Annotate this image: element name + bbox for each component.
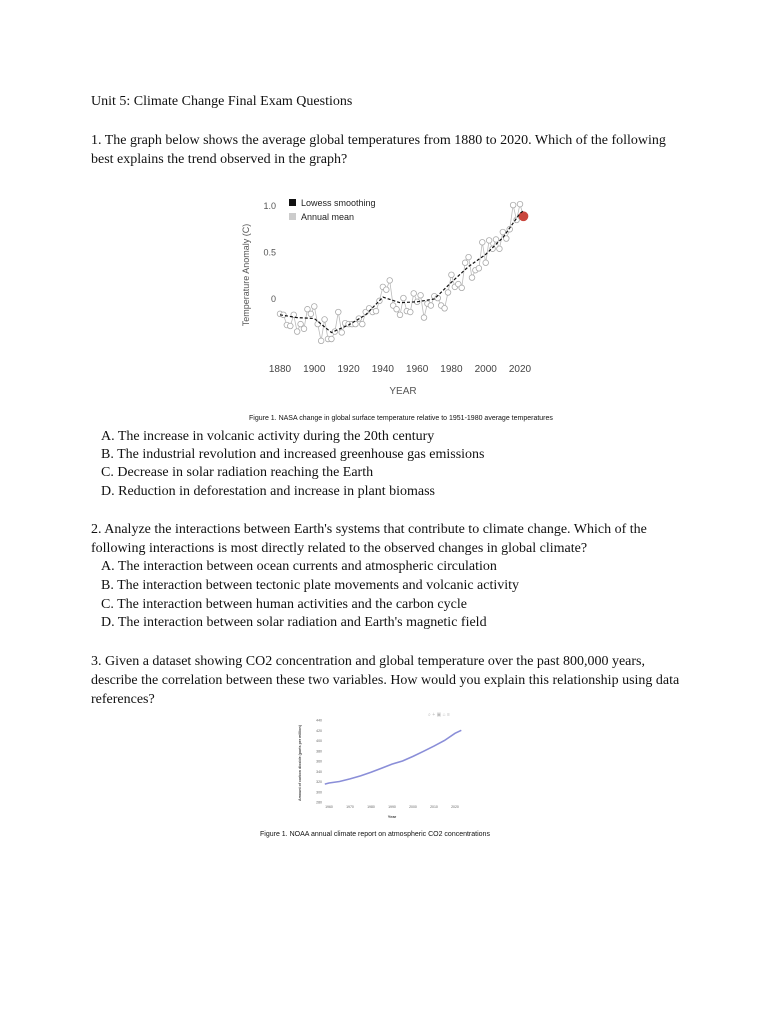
co2-y-tick-label: 320 bbox=[316, 780, 322, 784]
annual-mean-point bbox=[442, 306, 448, 312]
annual-mean-point bbox=[510, 202, 516, 208]
co2-x-tick-label: 2020 bbox=[451, 805, 459, 809]
co2-x-tick-label: 1990 bbox=[388, 805, 396, 809]
annual-mean-point bbox=[311, 304, 317, 310]
q1-option-d: D. Reduction in deforestation and increase in plant biomass bbox=[101, 484, 435, 499]
annual-mean-point bbox=[459, 285, 465, 291]
question-3-text: 3. Given a dataset showing CO2 concentration and global temperature over the past 800,000 years, describe the correlation between these two variables. How would you explain this relationship using data references? bbox=[91, 654, 680, 707]
annual-mean-point bbox=[383, 287, 389, 293]
q2-option-a: A. The interaction between ocean currents and atmospheric circulation bbox=[101, 559, 497, 574]
co2-y-tick-label: 420 bbox=[316, 728, 322, 733]
annual-mean-point bbox=[301, 326, 307, 332]
annual-mean-point bbox=[397, 312, 403, 318]
annual-mean-point bbox=[407, 309, 413, 315]
q1-option-a: A. The increase in volcanic activity during the 20th century bbox=[101, 429, 435, 444]
co2-y-tick-label: 440 bbox=[316, 718, 322, 723]
legend-label-lowess: Lowess smoothing bbox=[301, 198, 376, 208]
annual-mean-point bbox=[497, 246, 503, 252]
x-tick-label: 2020 bbox=[508, 364, 532, 375]
annual-mean-point bbox=[486, 238, 492, 244]
annual-mean-point bbox=[445, 290, 451, 296]
co2-y-tick-label: 300 bbox=[316, 790, 322, 795]
co2-y-tick-label: 400 bbox=[316, 739, 322, 743]
y-tick-label: 1.0 bbox=[263, 201, 276, 211]
annual-mean-point bbox=[308, 311, 314, 317]
temperature-anomaly-chart bbox=[232, 185, 552, 405]
q1-option-b: B. The industrial revolution and increased greenhouse gas emissions bbox=[101, 447, 485, 462]
annual-mean-point bbox=[514, 217, 520, 223]
annual-mean-point bbox=[428, 303, 434, 309]
x-tick-label: 1880 bbox=[268, 364, 292, 375]
annual-mean-point bbox=[449, 272, 455, 278]
co2-y-tick-label: 280 bbox=[316, 800, 322, 805]
legend-swatch-lowess bbox=[289, 199, 296, 206]
annual-mean-point bbox=[318, 338, 324, 344]
co2-x-tick-label: 1970 bbox=[346, 805, 354, 809]
annual-mean-point bbox=[411, 291, 417, 297]
q2-option-b: B. The interaction between tectonic plate movements and volcanic activity bbox=[101, 578, 520, 593]
q1-option-c: C. Decrease in solar radiation reaching the Earth bbox=[101, 465, 374, 480]
annual-mean-point bbox=[329, 336, 335, 342]
y-axis-label: Temperature Anomaly (C) bbox=[241, 223, 251, 327]
annual-mean-point bbox=[401, 295, 407, 301]
annual-mean-point bbox=[387, 278, 393, 284]
annual-mean-point bbox=[479, 239, 485, 245]
legend-swatch-annual bbox=[289, 213, 296, 220]
annual-mean-point bbox=[500, 229, 506, 235]
co2-concentration-chart bbox=[285, 708, 485, 824]
co2-y-axis-label: Amount of carbon dioxide (parts per million) bbox=[298, 725, 302, 801]
figure-1-caption: Figure 1. NASA change in global surface temperature relative to 1951-1980 average temperatures bbox=[249, 415, 553, 422]
x-tick-label: 1980 bbox=[440, 364, 463, 375]
q2-option-d: D. The interaction between solar radiation and Earth's magnetic field bbox=[101, 615, 487, 630]
annual-mean-point bbox=[418, 292, 424, 298]
legend-label-annual: Annual mean bbox=[301, 212, 355, 222]
annual-mean-point bbox=[469, 275, 475, 281]
co2-x-tick-label: 1960 bbox=[325, 805, 333, 809]
chart-toolbar-icon: ⌕ + ▣ ⌂ ≡ bbox=[428, 712, 450, 718]
co2-x-tick-label: 2010 bbox=[430, 805, 438, 809]
co2-line bbox=[325, 730, 462, 784]
annual-mean-point bbox=[373, 308, 379, 314]
co2-x-tick-label: 1980 bbox=[367, 805, 375, 809]
co2-x-tick-label: 2000 bbox=[409, 805, 417, 809]
question-2-text: 2. Analyze the interactions between Earth's systems that contribute to climate change. Which of the following interactions is most directly related to the observed changes in global climate? bbox=[91, 522, 647, 556]
x-tick-label: 2000 bbox=[474, 364, 497, 375]
co2-y-tick-label: 380 bbox=[316, 749, 322, 754]
annual-mean-point bbox=[421, 315, 427, 321]
annual-mean-point bbox=[476, 266, 482, 272]
annual-mean-point bbox=[339, 330, 345, 336]
q2-option-c: C. The interaction between human activities and the carbon cycle bbox=[101, 597, 467, 612]
annual-mean-point bbox=[490, 246, 496, 252]
annual-mean-point bbox=[287, 323, 293, 329]
annual-mean-point bbox=[483, 260, 489, 266]
latest-year-point bbox=[519, 212, 528, 221]
y-tick-label: 0.5 bbox=[263, 247, 276, 258]
document-title: Unit 5: Climate Change Final Exam Questions bbox=[91, 94, 353, 109]
annual-mean-point bbox=[359, 321, 365, 327]
co2-x-axis-label: Year bbox=[387, 814, 397, 819]
annual-mean-point bbox=[335, 309, 341, 315]
question-1-text: 1. The graph below shows the average global temperatures from 1880 to 2020. Which of the following best explains the trend observed in the graph? bbox=[91, 133, 666, 167]
co2-y-tick-label: 360 bbox=[316, 759, 322, 764]
figure-2-caption: Figure 1. NOAA annual climate report on atmospheric CO2 concentrations bbox=[260, 831, 490, 838]
annual-mean-point bbox=[493, 237, 499, 243]
co2-y-tick-label: 340 bbox=[316, 769, 322, 774]
x-tick-label: 1920 bbox=[337, 364, 360, 375]
annual-mean-point bbox=[322, 317, 328, 323]
x-tick-label: 1960 bbox=[406, 364, 429, 375]
x-axis-label: YEAR bbox=[389, 386, 417, 397]
annual-mean-point bbox=[466, 254, 472, 260]
x-tick-label: 1900 bbox=[303, 364, 326, 375]
y-tick-label: 0 bbox=[270, 294, 276, 304]
annual-mean-point bbox=[517, 201, 523, 207]
annual-mean-point bbox=[294, 329, 300, 335]
annual-mean-point bbox=[462, 260, 468, 266]
x-tick-label: 1940 bbox=[371, 364, 394, 375]
annual-mean-point bbox=[394, 306, 400, 312]
